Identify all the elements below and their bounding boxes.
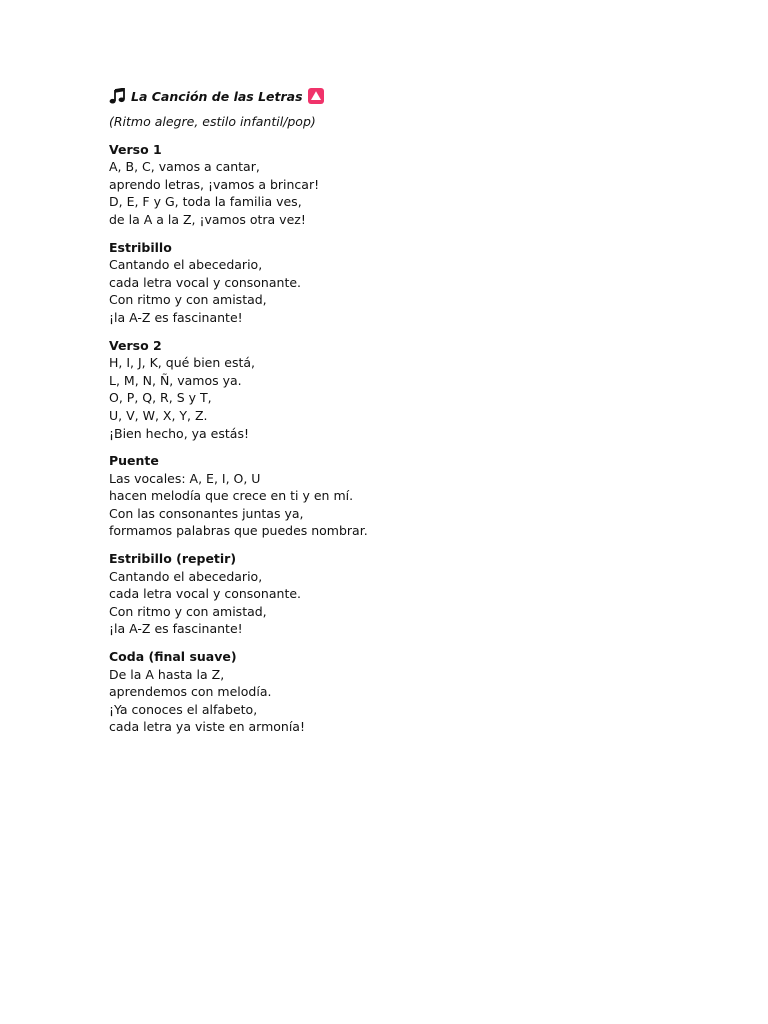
lyric-line: D, E, F y G, toda la familia ves, xyxy=(109,194,302,210)
song-section xyxy=(109,337,709,443)
lyric-line: L, M, N, Ñ, vamos ya. xyxy=(109,372,242,388)
lyric-line: ¡la A-Z es fascinante! xyxy=(109,309,243,325)
up-arrow-button-icon xyxy=(308,88,324,104)
section-heading: Estribillo (repetir) xyxy=(109,551,237,567)
lyric-line: Cantando el abecedario, xyxy=(109,568,263,584)
section-heading: Verso 2 xyxy=(109,337,162,353)
lyric-line: O, P, Q, R, S y T, xyxy=(109,390,212,406)
section-heading: Verso 1 xyxy=(109,141,162,157)
lyric-line: cada letra ya viste en armonía! xyxy=(109,719,305,735)
music-note-icon xyxy=(109,88,126,104)
song-title-text: La Canción de las Letras xyxy=(131,88,303,104)
song-section xyxy=(109,141,709,229)
document-page xyxy=(109,86,709,746)
lyric-line: Las vocales: A, E, I, O, U xyxy=(109,470,261,486)
lyric-line: formamos palabras que puedes nombrar. xyxy=(109,523,368,539)
song-section xyxy=(109,239,709,327)
lyric-line: H, I, J, K, qué bien está, xyxy=(109,355,256,371)
lyric-line: aprendemos con melodía. xyxy=(109,684,272,700)
lyric-line: Con las consonantes juntas ya, xyxy=(109,505,304,521)
lyric-line: aprendo letras, ¡vamos a brincar! xyxy=(109,176,320,192)
section-heading: Puente xyxy=(109,453,159,469)
section-heading: Coda (final suave) xyxy=(109,649,237,665)
song-section xyxy=(109,648,709,736)
lyric-line: cada letra vocal y consonante. xyxy=(109,274,302,290)
song-section xyxy=(109,452,709,540)
song-sections xyxy=(109,141,709,736)
lyric-line: U, V, W, X, Y, Z. xyxy=(109,407,208,423)
lyric-line: cada letra vocal y consonante. xyxy=(109,586,302,602)
lyric-line: Con ritmo y con amistad, xyxy=(109,292,267,308)
lyric-line: ¡Bien hecho, ya estás! xyxy=(109,425,249,441)
lyric-line: Cantando el abecedario, xyxy=(109,257,263,273)
lyric-line: Con ritmo y con amistad, xyxy=(109,603,267,619)
lyric-line: De la A hasta la Z, xyxy=(109,666,225,682)
lyric-line: de la A a la Z, ¡vamos otra vez! xyxy=(109,211,306,227)
song-subtitle: (Ritmo alegre, estilo infantil/pop) xyxy=(109,114,316,129)
lyric-line: hacen melodía que crece en ti y en mí. xyxy=(109,488,354,504)
lyric-line: A, B, C, vamos a cantar, xyxy=(109,159,260,175)
lyric-line: ¡Ya conoces el alfabeto, xyxy=(109,701,258,717)
lyric-line: ¡la A-Z es fascinante! xyxy=(109,621,243,637)
song-section xyxy=(109,550,709,638)
section-heading: Estribillo xyxy=(109,239,172,255)
song-title xyxy=(109,86,709,106)
